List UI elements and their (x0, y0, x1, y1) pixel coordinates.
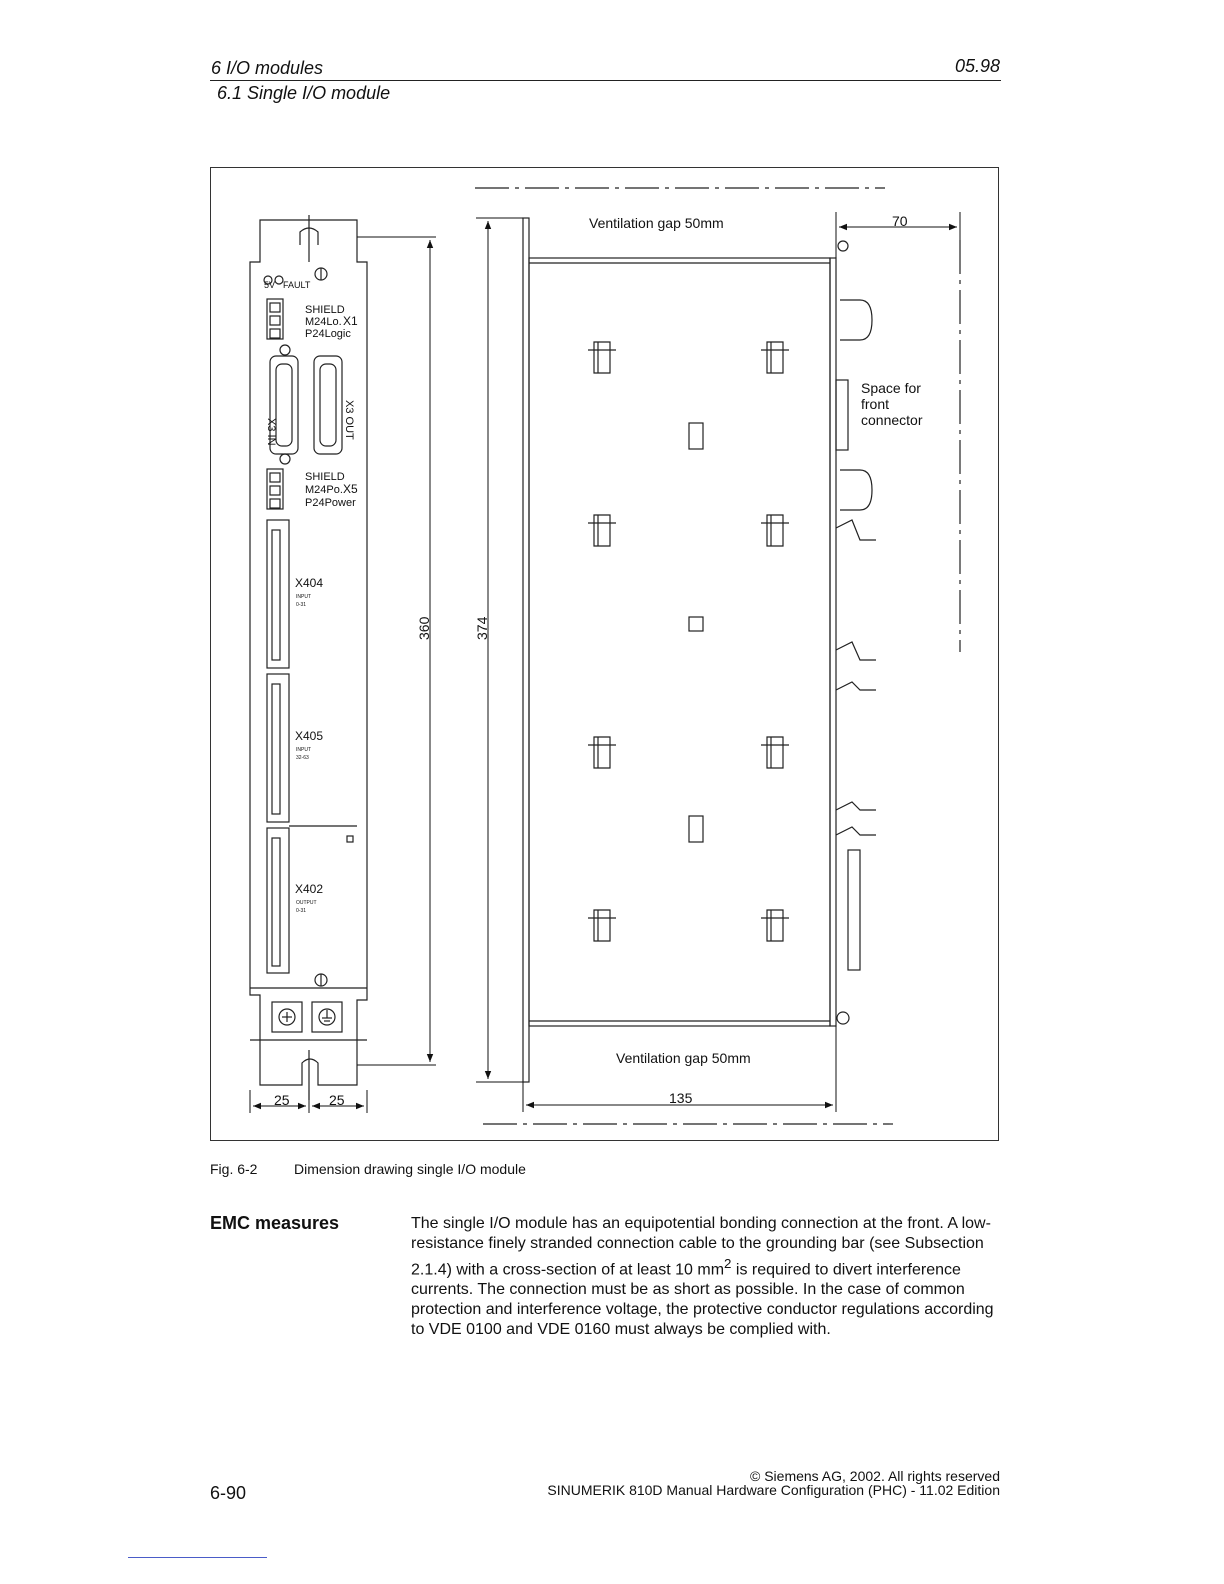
x5-p24-label: P24Power (305, 497, 356, 509)
space-label-line3: connector (861, 412, 923, 428)
edition-date: 05.98 (954, 56, 1000, 76)
x404-sub2: 0-31 (296, 602, 307, 608)
figure-number: Fig. 6-2 (210, 1161, 258, 1177)
x404-sub1: INPUT (296, 594, 311, 600)
vent-bottom-label: Ventilation gap 50mm (616, 1050, 751, 1066)
emc-text-a: The single I/O module has an equipotential bonding connection at the front. A low-resistance finely stranded connection cable to the grounding bar (see Subsection 2.1.4) with a cross-section of at least 10 mm (411, 1215, 991, 1279)
front-view (250, 215, 367, 1100)
dim-374-label: 374 (474, 616, 490, 640)
dim-135-label: 135 (669, 1090, 693, 1106)
figure-caption: Dimension drawing single I/O module (294, 1161, 526, 1177)
x402-sub2: 0-31 (296, 908, 307, 914)
footer-link-underline (128, 1557, 267, 1558)
x402-label: X402 (295, 882, 324, 896)
x1-p24-label: P24Logic (305, 328, 351, 340)
x3-in-label: X3 IN (265, 418, 277, 446)
x405-sub2: 32-63 (296, 755, 309, 761)
space-label-line2: front (861, 396, 890, 412)
led-5v-label: 5V (264, 280, 276, 290)
side-view (475, 188, 960, 1124)
x402-sub1: OUTPUT (296, 900, 317, 906)
footer-block (547, 1469, 1000, 1497)
emc-text-b: is required to divert interference currents. The connection must be as short as possible. In the case of common protection and interference voltage, the protective conductor regulations according to VDE 0100 and VDE 0160 must always be complied with. (411, 1261, 994, 1339)
dim-70-label: 70 (892, 213, 908, 229)
space-label-line1: Space for (861, 380, 921, 396)
x1-m24-label: M24Lo. (305, 316, 342, 328)
copyright-line: © Siemens AG, 2002. All rights reserved (750, 1468, 1000, 1484)
page-number: 6-90 (210, 1483, 247, 1503)
x3-out-label: X3 OUT (343, 400, 355, 440)
x5-m24-label: M24Po. (305, 484, 343, 496)
x1-label: X1 (343, 314, 358, 328)
x405-label: X405 (295, 729, 324, 743)
front-view-labels (264, 280, 358, 914)
dimension-lines (250, 212, 960, 1113)
dim-360-label: 360 (416, 616, 432, 640)
emc-paragraph (411, 1214, 1003, 1340)
emc-heading: EMC measures (210, 1213, 340, 1233)
dim-25b-label: 25 (329, 1092, 345, 1108)
led-fault-label: FAULT (283, 280, 311, 290)
chapter-title: 6 I/O modules (211, 58, 324, 78)
x5-shield-label: SHIELD (305, 471, 345, 483)
section-title: 6.1 Single I/O module (217, 83, 391, 103)
vent-top-label: Ventilation gap 50mm (589, 215, 724, 231)
x404-label: X404 (295, 576, 324, 590)
x405-sub1: INPUT (296, 747, 311, 753)
manual-line: SINUMERIK 810D Manual Hardware Configuration (PHC) - 11.02 Edition (547, 1482, 1000, 1498)
x1-shield-label: SHIELD (305, 304, 345, 316)
emc-superscript: 2 (724, 1256, 732, 1271)
x5-label: X5 (343, 482, 358, 496)
dim-25a-label: 25 (274, 1092, 290, 1108)
